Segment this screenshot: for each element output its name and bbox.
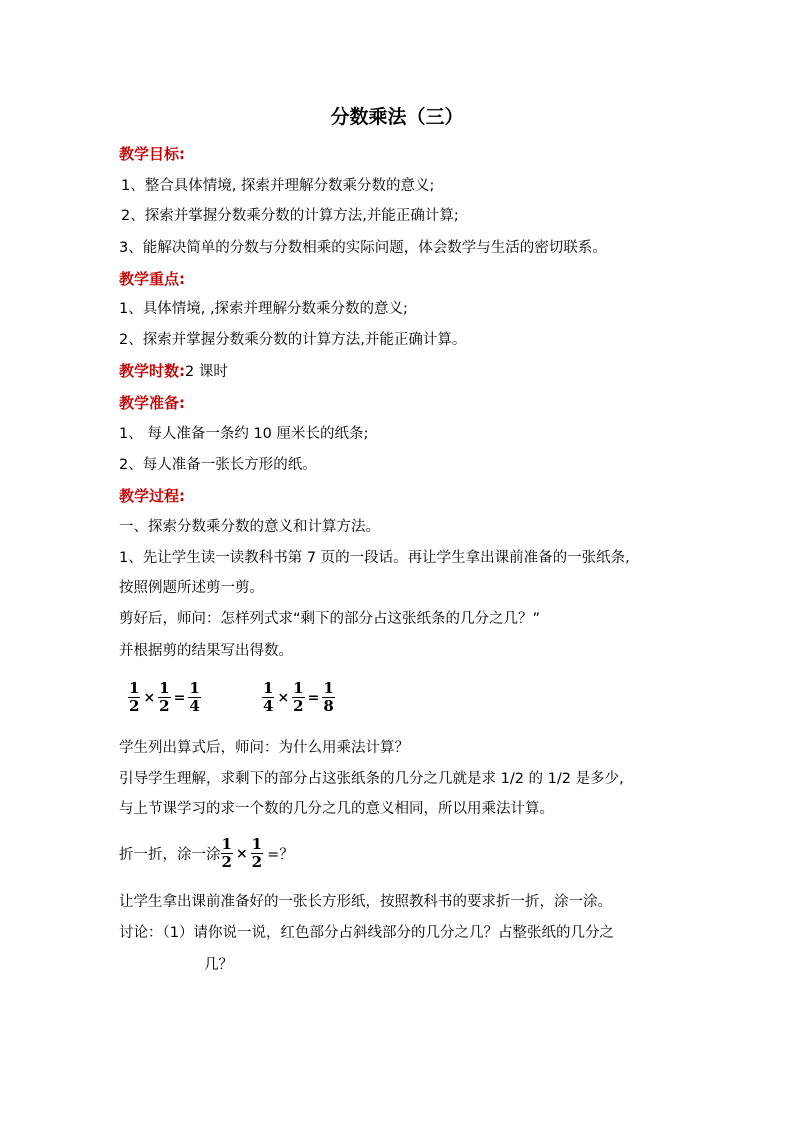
closing-line-1: 让学生拿出课前准备好的一张长方形纸，按照教科书的要求折一折，涂一涂。 (119, 894, 612, 910)
goal-item-3: 3、能解决简单的分数与分数相乘的实际问题，体会数学与生活的密切联系。 (119, 240, 607, 256)
fold-expression (119, 836, 294, 871)
equation-a (128, 680, 201, 715)
fraction: $\frac{1}{4}$ (263, 679, 274, 715)
fraction: $\frac{1}{4}$ (189, 679, 200, 715)
times-sign: × (143, 689, 156, 706)
hours-line (119, 360, 228, 383)
document-title: 分数乘法（三） (330, 106, 464, 128)
fold-suffix: =？ (267, 847, 294, 863)
key-point-item-2: 2、探索并掌握分数乘分数的计算方法,并能正确计算。 (119, 332, 467, 348)
key-point-item-1: 1、具体情境, ,探索并理解分数乘分数的意义; (119, 301, 408, 317)
times-sign: × (277, 689, 290, 706)
goal-item-2: 2、探索并掌握分数乘分数的计算方法,并能正确计算; (121, 208, 459, 224)
after-line-2: 引导学生理解，求剩下的部分占这张纸条的几分之几就是求 1/2 的 1/2 是多少, (119, 771, 624, 787)
key-points-heading: 教学重点: (119, 270, 185, 288)
goals-heading: 教学目标: (119, 145, 185, 163)
fraction: $\frac{1}{2}$ (159, 679, 170, 715)
process-line-5: 并根据剪的结果写出得数。 (119, 643, 293, 659)
after-line-1: 学生列出算式后，师问：为什么用乘法计算？ (119, 740, 409, 756)
prep-item-1: 1、 每人准备一条约 10 厘米长的纸条; (119, 426, 369, 442)
goal-item-1: 1、整合具体情境, 探索并理解分数乘分数的意义; (121, 178, 435, 194)
process-line-2: 1、先让学生读一读教科书第 7 页的一段话。再让学生拿出课前准备的一张纸条, (119, 550, 630, 566)
process-line-1: 一、探索分数乘分数的意义和计算方法。 (119, 519, 380, 535)
fraction: $\frac{1}{2}$ (293, 679, 304, 715)
equation-b (262, 680, 335, 715)
closing-line-3: 几？ (204, 957, 233, 973)
process-line-3: 按照例题所述剪一剪。 (119, 580, 264, 596)
times-sign: × (235, 845, 248, 862)
fold-prefix: 折一折，涂一涂 (119, 847, 221, 863)
prep-item-2: 2、每人准备一张长方形的纸。 (119, 457, 317, 473)
fraction: $\frac{1}{2}$ (251, 835, 263, 871)
equals-sign: = (307, 689, 320, 706)
process-heading: 教学过程: (119, 487, 185, 505)
process-line-4: 剪好后，师问：怎样列式求“剩下的部分占这张纸条的几分之几？” (119, 611, 541, 627)
fraction: $\frac{1}{8}$ (323, 679, 334, 715)
fraction: $\frac{1}{2}$ (129, 679, 140, 715)
closing-line-2: 讨论：（1）请你说一说，红色部分占斜线部分的几分之几？占整张纸的几分之 (119, 925, 614, 941)
equals-sign: = (173, 689, 186, 706)
fraction: $\frac{1}{2}$ (221, 835, 232, 871)
after-line-3: 与上节课学习的求一个数的几分之几的意义相同，所以用乘法计算。 (119, 801, 554, 817)
hours-value: 2 课时 (185, 364, 228, 380)
prep-heading: 教学准备: (119, 394, 185, 412)
hours-heading: 教学时数: (119, 362, 185, 380)
